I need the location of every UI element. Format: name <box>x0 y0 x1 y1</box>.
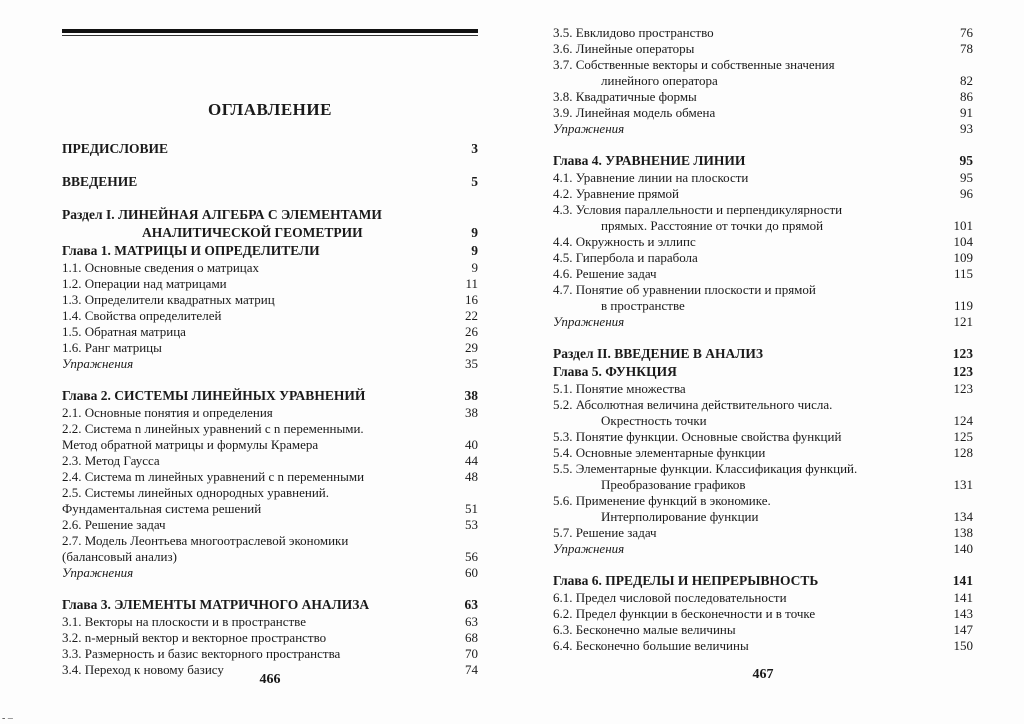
toc-entry-chapter <box>62 242 478 260</box>
toc-entry-item <box>553 606 973 622</box>
toc-entry-label <box>62 405 438 421</box>
toc-entry-label <box>62 614 438 630</box>
toc-entry-line: 3.8. Квадратичные формы <box>553 89 697 104</box>
toc-entry-line: Окрестность точки <box>601 413 707 428</box>
toc-entry-item <box>62 646 478 662</box>
toc-list-left <box>62 140 478 693</box>
toc-entry-page-number: 93 <box>960 121 973 136</box>
toc-list-right <box>553 25 973 669</box>
toc-entry-page-number: 9 <box>471 260 478 275</box>
toc-block <box>62 387 478 581</box>
toc-entry-line: 6.2. Предел функции в бесконечности и в точке <box>553 606 816 621</box>
toc-entry-line: Глава 2. СИСТЕМЫ ЛИНЕЙНЫХ УРАВНЕНИЙ <box>62 388 366 403</box>
toc-entry-item <box>553 525 973 541</box>
toc-entry-line: 3.1. Векторы на плоскости и в пространстве <box>62 614 306 629</box>
toc-entry-label <box>553 105 933 121</box>
toc-entry-line: Фундаментальная система решений <box>62 501 262 516</box>
toc-entry-item <box>553 638 973 654</box>
toc-entry-label <box>62 276 438 292</box>
toc-entry-item <box>62 630 478 646</box>
toc-entry-line: 6.3. Бесконечно малые величины <box>553 622 736 637</box>
toc-entry-line: Глава 1. МАТРИЦЫ И ОПРЕДЕЛИТЕЛИ <box>62 243 320 258</box>
toc-entry-item <box>553 493 973 525</box>
toc-entry-page-number: 82 <box>960 73 973 88</box>
toc-entry-page-number: 22 <box>465 308 478 323</box>
toc-entry-page-number: 123 <box>952 346 973 361</box>
toc-entry-page-number: 121 <box>953 314 973 329</box>
toc-entry-line: 5.1. Понятие множества <box>553 381 686 396</box>
toc-entry-item <box>553 282 973 314</box>
toc-entry-line: Упражнения <box>62 356 134 371</box>
toc-entry-line: 5.7. Решение задач <box>553 525 657 540</box>
toc-entry-line: 3.7. Собственные векторы и собственные значения <box>553 57 835 72</box>
toc-entry-label <box>553 429 933 445</box>
toc-entry-page-number: 63 <box>465 614 478 629</box>
toc-entry-page-number: 68 <box>465 630 478 645</box>
toc-entry-line: (балансовый анализ) <box>62 549 177 564</box>
toc-entry-page-number: 147 <box>953 622 973 637</box>
toc-entry-label <box>553 234 933 250</box>
toc-title: ОГЛАВЛЕНИЕ <box>208 100 332 119</box>
toc-entry-label <box>62 630 438 646</box>
toc-entry-line: 2.5. Системы линейных однородных уравнений. <box>62 485 330 500</box>
toc-entry-label <box>62 387 438 405</box>
toc-entry-page-number: 63 <box>464 597 478 612</box>
toc-entry-page-number: 109 <box>953 250 973 265</box>
toc-entry-line: 2.2. Система n линейных уравнений с n переменными. <box>62 421 364 436</box>
toc-entry-line: 2.4. Система m линейных уравнений с n переменными <box>62 469 365 484</box>
toc-entry-label <box>553 638 933 654</box>
toc-entry-label <box>553 606 933 622</box>
toc-entry-item <box>553 381 973 397</box>
toc-entry-page-number: 9 <box>471 243 478 258</box>
toc-entry-page-number: 76 <box>960 25 973 40</box>
toc-entry-item <box>62 308 478 324</box>
toc-entry-label <box>62 596 438 614</box>
toc-entry-line: 3.2. n-мерный вектор и векторное пространство <box>62 630 327 645</box>
toc-entry-line: ПРЕДИСЛОВИЕ <box>62 141 169 156</box>
toc-entry-item <box>553 57 973 89</box>
toc-entry-line: 5.4. Основные элементарные функции <box>553 445 766 460</box>
toc-entry-item <box>62 421 478 453</box>
toc-entry-page-number: 141 <box>953 590 973 605</box>
toc-block <box>553 152 973 330</box>
toc-entry-label <box>62 340 438 356</box>
toc-entry-line: 1.4. Свойства определителей <box>62 308 222 323</box>
toc-entry-item <box>553 89 973 105</box>
toc-entry-page-number: 143 <box>953 606 973 621</box>
toc-entry-label <box>553 397 933 429</box>
toc-entry-line: Упражнения <box>553 121 625 136</box>
toc-entry-line: линейного оператора <box>601 73 718 88</box>
toc-entry-chapter <box>553 152 973 170</box>
toc-entry-label <box>62 324 438 340</box>
toc-entry-exercise <box>553 121 973 137</box>
toc-entry-label <box>553 266 933 282</box>
toc-entry-line: 2.6. Решение задач <box>62 517 166 532</box>
toc-entry-page-number: 86 <box>960 89 973 104</box>
toc-entry-page-number: 140 <box>953 541 973 556</box>
toc-entry-line: 3.9. Линейная модель обмена <box>553 105 716 120</box>
toc-entry-line: 1.3. Определители квадратных матриц <box>62 292 275 307</box>
toc-entry-label <box>62 646 438 662</box>
toc-entry-page-number: 51 <box>465 501 478 516</box>
toc-entry-line: 2.1. Основные понятия и определения <box>62 405 273 420</box>
toc-entry-label <box>62 173 438 191</box>
toc-block <box>62 173 478 191</box>
toc-entry-page-number: 11 <box>465 276 478 291</box>
toc-entry-line: 3.3. Размерность и базис векторного пространства <box>62 646 341 661</box>
toc-entry-item <box>553 250 973 266</box>
toc-entry-line: 3.4. Переход к новому базису <box>62 662 224 677</box>
toc-entry-page-number: 134 <box>953 509 973 524</box>
toc-entry-label <box>553 461 933 493</box>
toc-entry-item <box>553 105 973 121</box>
toc-entry-page-number: 125 <box>953 429 973 444</box>
toc-block <box>553 25 973 137</box>
toc-block <box>553 572 973 654</box>
toc-entry-label <box>553 57 933 89</box>
toc-entry-line: в пространстве <box>601 298 685 313</box>
toc-entry-page-number: 9 <box>471 225 478 240</box>
toc-entry-exercise <box>553 541 973 557</box>
toc-entry-label <box>553 363 933 381</box>
toc-entry-item <box>553 234 973 250</box>
toc-entry-label <box>62 485 438 517</box>
toc-entry-page-number: 123 <box>953 381 973 396</box>
toc-entry-item <box>62 485 478 517</box>
toc-entry-exercise <box>62 565 478 581</box>
toc-entry-label <box>553 622 933 638</box>
toc-entry-line: прямых. Расстояние от точки до прямой <box>601 218 824 233</box>
toc-entry-line: АНАЛИТИЧЕСКОЙ ГЕОМЕТРИИ <box>142 225 363 240</box>
toc-entry-line: 5.6. Применение функций в экономике. <box>553 493 771 508</box>
toc-entry-chapter <box>62 387 478 405</box>
toc-entry-front <box>62 140 478 158</box>
toc-entry-label <box>553 282 933 314</box>
toc-entry-item <box>62 340 478 356</box>
toc-entry-item <box>553 41 973 57</box>
toc-entry-page-number: 26 <box>465 324 478 339</box>
toc-entry-page-number: 40 <box>465 437 478 452</box>
toc-entry-item <box>553 202 973 234</box>
toc-entry-label <box>62 469 438 485</box>
toc-entry-page-number: 141 <box>952 573 973 588</box>
toc-entry-line: Раздел I. ЛИНЕЙНАЯ АЛГЕБРА С ЭЛЕМЕНТАМИ <box>62 207 382 222</box>
toc-entry-label <box>553 25 933 41</box>
toc-entry-page-number: 119 <box>953 298 973 313</box>
margin-mark: - – <box>2 713 13 724</box>
toc-entry-chapter <box>553 572 973 590</box>
toc-entry-page-number: 104 <box>953 234 973 249</box>
header-rule-thin <box>62 35 478 36</box>
toc-block <box>62 596 478 678</box>
toc-entry-line: 3.5. Евклидово пространство <box>553 25 714 40</box>
toc-entry-line: 5.2. Абсолютная величина действительного числа. <box>553 397 833 412</box>
toc-entry-page-number: 60 <box>465 565 478 580</box>
toc-entry-label <box>553 525 933 541</box>
toc-entry-page-number: 38 <box>465 405 478 420</box>
toc-entry-page-number: 131 <box>953 477 973 492</box>
toc-entry-item <box>62 276 478 292</box>
toc-entry-label <box>553 381 933 397</box>
toc-entry-line: 4.4. Окружность и эллипс <box>553 234 696 249</box>
toc-entry-item <box>62 292 478 308</box>
toc-entry-item <box>62 533 478 565</box>
toc-entry-line: 4.2. Уравнение прямой <box>553 186 680 201</box>
toc-entry-chapter <box>553 363 973 381</box>
toc-entry-line: Преобразование графиков <box>601 477 746 492</box>
toc-entry-exercise <box>553 314 973 330</box>
toc-entry-line: 4.6. Решение задач <box>553 266 657 281</box>
toc-entry-line: 1.1. Основные сведения о матрицах <box>62 260 260 275</box>
toc-entry-line: Раздел II. ВВЕДЕНИЕ В АНАЛИЗ <box>553 346 763 361</box>
toc-entry-label <box>62 421 438 453</box>
toc-entry-page-number: 53 <box>465 517 478 532</box>
toc-entry-front <box>62 173 478 191</box>
toc-entry-item <box>553 25 973 41</box>
toc-entry-line: 5.3. Понятие функции. Основные свойства функций <box>553 429 842 444</box>
toc-entry-page-number: 3 <box>471 141 478 156</box>
toc-entry-label <box>553 541 933 557</box>
toc-entry-label <box>62 565 438 581</box>
toc-entry-item <box>553 445 973 461</box>
toc-entry-label <box>553 445 933 461</box>
toc-entry-label <box>62 242 438 260</box>
toc-entry-label <box>553 89 933 105</box>
toc-entry-item <box>553 186 973 202</box>
toc-entry-page-number: 56 <box>465 549 478 564</box>
toc-entry-item <box>62 517 478 533</box>
toc-entry-line: 3.6. Линейные операторы <box>553 41 695 56</box>
toc-block <box>62 140 478 158</box>
toc-entry-line: Глава 5. ФУНКЦИЯ <box>553 364 677 379</box>
toc-entry-line: 6.1. Предел числовой последовательности <box>553 590 787 605</box>
toc-entry-item <box>553 429 973 445</box>
toc-entry-item <box>553 590 973 606</box>
toc-entry-line: ВВЕДЕНИЕ <box>62 174 138 189</box>
toc-block <box>553 345 973 557</box>
toc-entry-line: Упражнения <box>553 314 625 329</box>
toc-entry-line: 4.7. Понятие об уравнении плоскости и прямой <box>553 282 816 297</box>
toc-entry-line: 2.7. Модель Леонтьева многоотраслевой экономики <box>62 533 349 548</box>
toc-entry-line: 5.5. Элементарные функции. Классификация функций. <box>553 461 858 476</box>
toc-entry-label <box>553 202 933 234</box>
toc-entry-line: 4.5. Гипербола и парабола <box>553 250 698 265</box>
toc-entry-page-number: 78 <box>960 41 973 56</box>
toc-entry-line: 6.4. Бесконечно большие величины <box>553 638 749 653</box>
toc-entry-page-number: 38 <box>464 388 478 403</box>
page-number-right: 467 <box>752 667 774 682</box>
toc-entry-label <box>553 345 933 363</box>
toc-entry-label <box>553 590 933 606</box>
toc-entry-page-number: 95 <box>959 153 973 168</box>
toc-entry-page-number: 74 <box>465 662 478 677</box>
toc-entry-item <box>553 397 973 429</box>
toc-block <box>62 206 478 372</box>
toc-entry-exercise <box>62 356 478 372</box>
toc-entry-line: 1.2. Операции над матрицами <box>62 276 227 291</box>
toc-entry-label <box>62 260 438 276</box>
toc-entry-label <box>62 356 438 372</box>
toc-entry-page-number: 91 <box>960 105 973 120</box>
toc-entry-page-number: 44 <box>465 453 478 468</box>
header-rule-thick <box>62 29 478 33</box>
toc-entry-label <box>553 170 933 186</box>
toc-entry-label <box>62 453 438 469</box>
toc-entry-item <box>62 324 478 340</box>
toc-entry-item <box>62 260 478 276</box>
toc-entry-page-number: 138 <box>953 525 973 540</box>
toc-entry-chapter <box>62 596 478 614</box>
toc-entry-page-number: 123 <box>952 364 973 379</box>
toc-entry-item <box>553 622 973 638</box>
toc-entry-label <box>62 533 438 565</box>
toc-entry-line: Упражнения <box>62 565 134 580</box>
toc-entry-line: Глава 4. УРАВНЕНИЕ ЛИНИИ <box>553 153 746 168</box>
toc-entry-label <box>553 250 933 266</box>
toc-entry-item <box>62 469 478 485</box>
toc-entry-page-number: 124 <box>953 413 973 428</box>
page-number-left: 466 <box>259 672 281 687</box>
toc-entry-item <box>62 453 478 469</box>
toc-entry-line: Упражнения <box>553 541 625 556</box>
toc-entry-label <box>62 517 438 533</box>
toc-entry-item <box>553 266 973 282</box>
toc-entry-page-number: 128 <box>953 445 973 460</box>
toc-entry-chapter <box>553 345 973 363</box>
toc-entry-label <box>553 186 933 202</box>
toc-entry-line: Метод обратной матрицы и формулы Крамера <box>62 437 319 452</box>
toc-entry-item <box>553 170 973 186</box>
toc-entry-page-number: 48 <box>465 469 478 484</box>
toc-entry-label <box>62 308 438 324</box>
toc-entry-item <box>62 405 478 421</box>
toc-entry-item <box>62 614 478 630</box>
toc-entry-page-number: 70 <box>465 646 478 661</box>
toc-entry-line: Интерполирование функции <box>601 509 759 524</box>
toc-entry-line: 2.3. Метод Гаусса <box>62 453 160 468</box>
toc-entry-label <box>62 140 438 158</box>
toc-entry-label <box>553 493 933 525</box>
toc-entry-line: Глава 6. ПРЕДЕЛЫ И НЕПРЕРЫВНОСТЬ <box>553 573 819 588</box>
toc-entry-page-number: 101 <box>953 218 973 233</box>
toc-entry-line: Глава 3. ЭЛЕМЕНТЫ МАТРИЧНОГО АНАЛИЗА <box>62 597 370 612</box>
toc-entry-page-number: 150 <box>953 638 973 653</box>
toc-entry-page-number: 95 <box>960 170 973 185</box>
toc-entry-label <box>553 152 933 170</box>
toc-entry-item <box>553 461 973 493</box>
toc-entry-label <box>553 121 933 137</box>
toc-entry-label <box>553 41 933 57</box>
toc-entry-line: 4.1. Уравнение линии на плоскости <box>553 170 749 185</box>
toc-entry-label <box>62 206 438 242</box>
toc-entry-label <box>553 572 933 590</box>
toc-entry-line: 1.6. Ранг матрицы <box>62 340 162 355</box>
toc-entry-label <box>553 314 933 330</box>
toc-entry-page-number: 29 <box>465 340 478 355</box>
toc-entry-page-number: 115 <box>953 266 973 281</box>
toc-entry-page-number: 35 <box>465 356 478 371</box>
toc-entry-label <box>62 292 438 308</box>
toc-entry-page-number: 5 <box>471 174 478 189</box>
toc-entry-page-number: 16 <box>465 292 478 307</box>
toc-entry-section <box>62 206 478 242</box>
toc-entry-line: 4.3. Условия параллельности и перпендикулярности <box>553 202 843 217</box>
toc-entry-page-number: 96 <box>960 186 973 201</box>
toc-entry-line: 1.5. Обратная матрица <box>62 324 186 339</box>
